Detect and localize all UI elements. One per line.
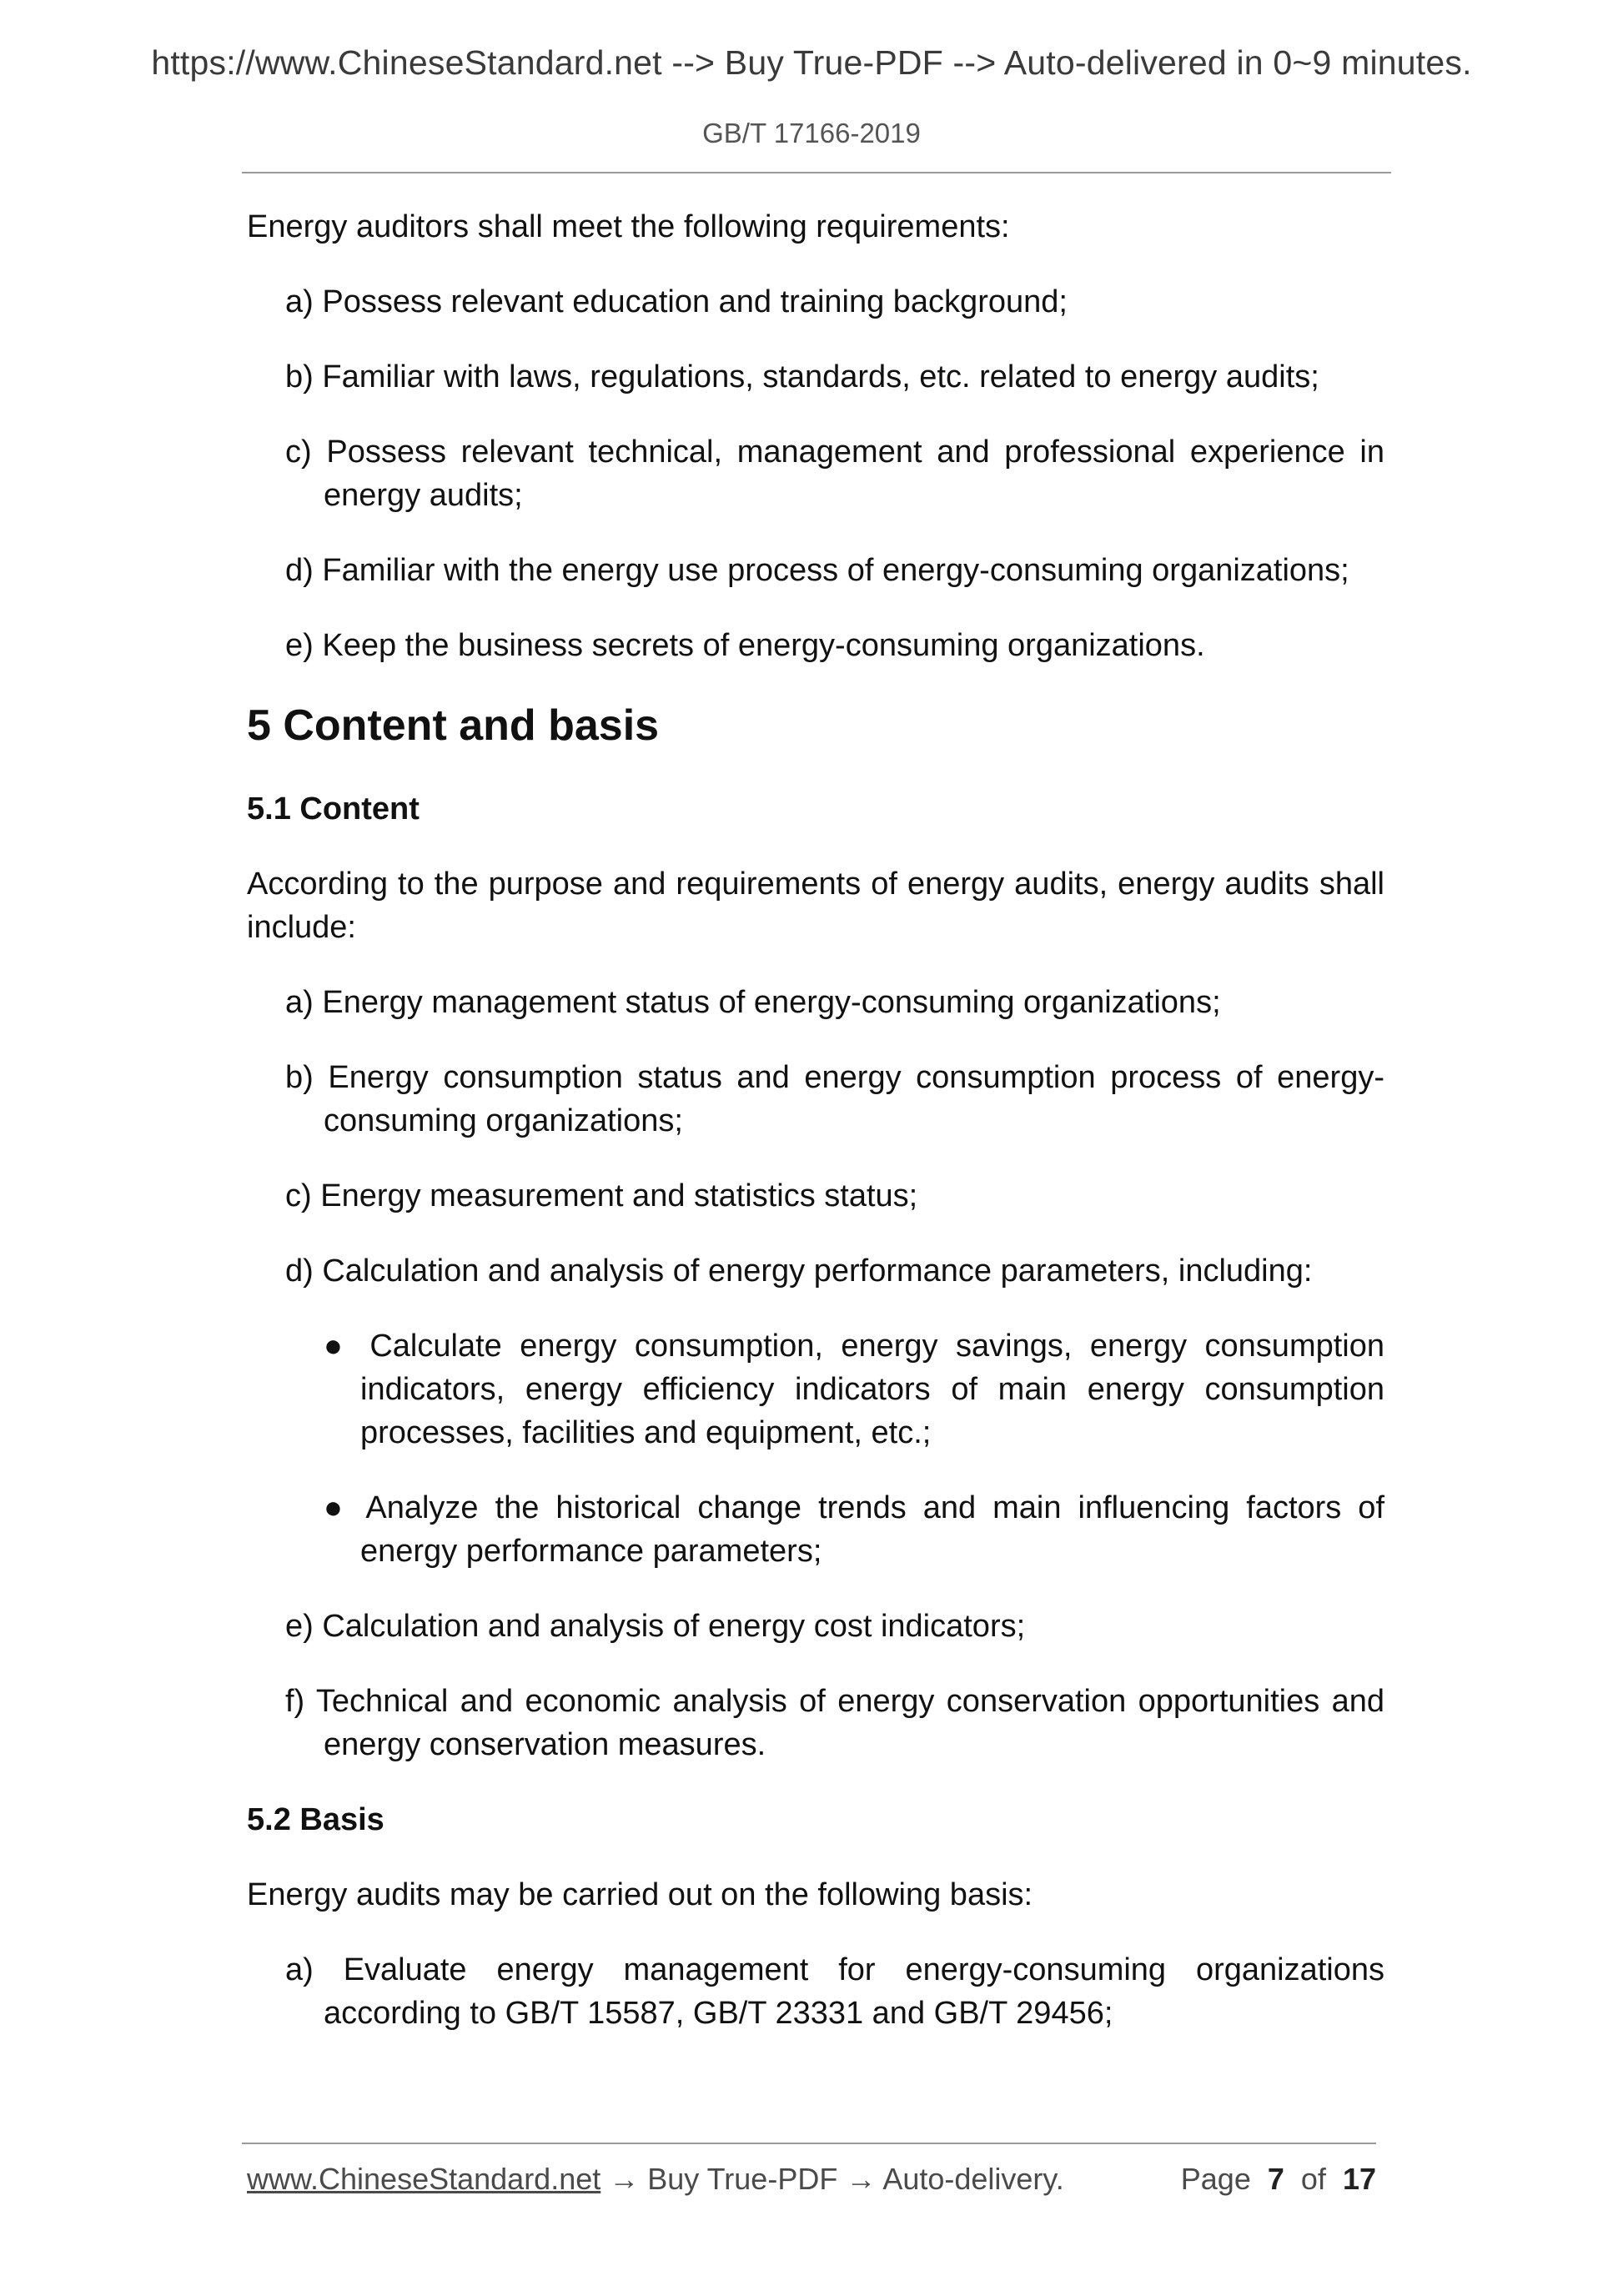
list-item-text: Familiar with laws, regulations, standards, etc. related to energy audits; (322, 359, 1319, 394)
list-item-text: Keep the business secrets of energy-consuming organizations. (322, 628, 1205, 663)
list-marker: b) (285, 1060, 314, 1095)
list-item-text: Energy management status of energy-consuming organizations; (322, 985, 1221, 1020)
header-divider (242, 172, 1391, 173)
footer-promo (247, 2162, 1064, 2197)
list-marker: d) (285, 1254, 314, 1289)
list-marker: f) (285, 1684, 305, 1719)
bullet-marker: ● (324, 1490, 351, 1525)
standard-code: GB/T 17166-2019 (702, 118, 921, 148)
footer-promo-text: → Buy True-PDF → Auto-delivery. (600, 2162, 1064, 2196)
list-item (285, 1680, 1384, 1766)
bullet-text: Analyze the historical change trends and main influencing factors of energy performance parameters; (360, 1490, 1385, 1569)
list-marker: a) (285, 1952, 314, 1987)
footer-site-link[interactable]: www.ChineseStandard.net (247, 2162, 601, 2196)
list-item-text: Familiar with the energy use process of energy-consuming organizations; (322, 553, 1349, 588)
list-item (285, 430, 1384, 517)
list-item (285, 1948, 1384, 2035)
page-label: Page (1180, 2162, 1251, 2196)
list-item (285, 355, 1384, 399)
section-5-1-intro: According to the purpose and requirements of energy audits, energy audits shall include: (247, 867, 1384, 945)
section-5-2-heading: 5.2 Basis (247, 1802, 384, 1837)
list-item (285, 1056, 1384, 1143)
list-item-text: Calculation and analysis of energy performance parameters, including: (322, 1254, 1313, 1289)
list-item (285, 549, 1384, 592)
list-item-text: Possess relevant education and training background; (322, 284, 1068, 319)
page-current: 7 (1267, 2162, 1284, 2196)
list-marker: d) (285, 553, 314, 588)
section-5-1-heading: 5.1 Content (247, 791, 420, 826)
page-footer (247, 2162, 1376, 2203)
page-of-label: of (1300, 2162, 1326, 2196)
list-item (285, 981, 1384, 1024)
bullet-text: Calculate energy consumption, energy savings, energy consumption indicators, energy efficiency indicators of main energy consumption processes, facilities and equipment, etc.; (360, 1329, 1384, 1450)
list-item (285, 1605, 1384, 1648)
bullet-item (324, 1324, 1384, 1454)
page-number (1181, 2162, 1376, 2197)
footer-divider (242, 2143, 1376, 2144)
list-marker: c) (285, 435, 312, 470)
bullet-item (324, 1486, 1384, 1573)
list-marker: e) (285, 1609, 314, 1644)
top-banner: https://www.ChineseStandard.net --> Buy True-PDF --> Auto-delivered in 0~9 minutes. (151, 43, 1472, 82)
list-item-text: Energy consumption status and energy consumption process of energy-consuming organizations; (324, 1060, 1384, 1138)
bullet-marker: ● (324, 1329, 352, 1364)
list-item (285, 280, 1384, 324)
section-5-2-intro: Energy audits may be carried out on the following basis: (247, 1877, 1033, 1912)
list-item-text: Evaluate energy management for energy-consuming organizations according to GB/T 15587, GB/T 23331 and GB/T 29456; (324, 1952, 1384, 2031)
list-marker: c) (285, 1178, 312, 1213)
page-total: 17 (1342, 2162, 1376, 2196)
auditor-requirements-intro: Energy auditors shall meet the following requirements: (247, 209, 1010, 244)
document-body (247, 205, 1384, 2067)
list-item-text: Calculation and analysis of energy cost indicators; (322, 1609, 1026, 1644)
list-marker: a) (285, 985, 314, 1020)
list-item (285, 1174, 1384, 1218)
list-item-text: Technical and economic analysis of energy conservation opportunities and energy conservation measures. (315, 1684, 1385, 1762)
list-marker: b) (285, 359, 314, 394)
list-item-text: Possess relevant technical, management and professional experience in energy audits; (324, 435, 1384, 513)
list-item-text: Energy measurement and statistics status; (320, 1178, 918, 1213)
list-marker: a) (285, 284, 314, 319)
list-marker: e) (285, 628, 314, 663)
list-item (285, 624, 1384, 667)
list-item (285, 1249, 1384, 1293)
section-5-heading: 5 Content and basis (247, 701, 660, 750)
